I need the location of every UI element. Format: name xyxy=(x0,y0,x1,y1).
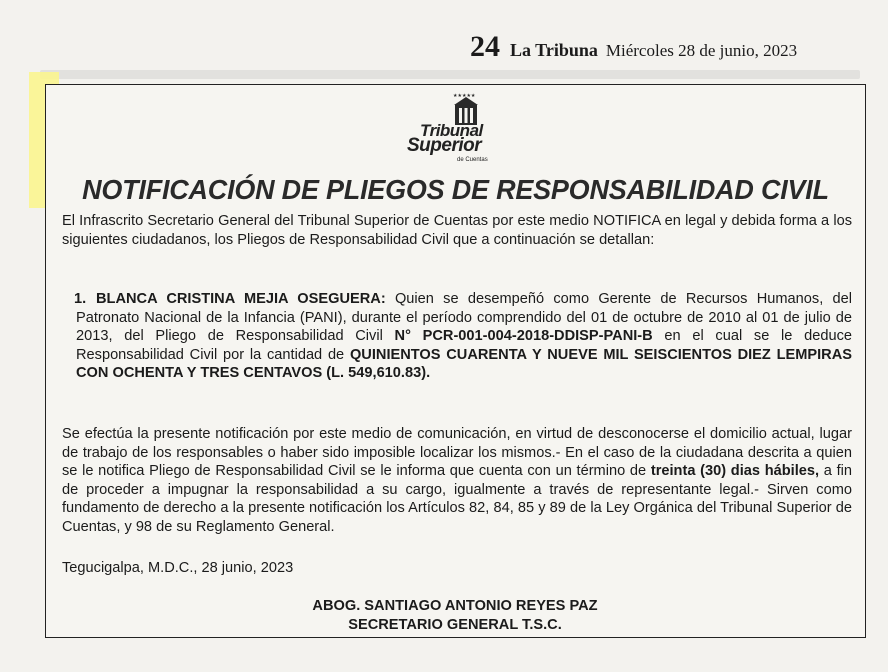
logo-text-line3: de Cuentas xyxy=(457,157,488,163)
pliego-number: N° PCR-001-004-2018-DDISP-PANI-B xyxy=(394,328,653,344)
newspaper-header xyxy=(470,30,870,64)
body-text-2: a fin de proceder a impugnar la responsabilidad a su cargo, igualmente a través de representante legal.- Sirven como fundamento de derecho a la presente notificación los Artículos 82, 84, 85 y 89 de la Ley Orgánica del Tribunal Superior de Cuentas, y 98 de su Reglamento General. xyxy=(62,463,853,535)
body-text-1: Se efectúa la presente notificación por este medio de comunicación, en virtud de desconocerse el domicilio actual, lugar de trabajo de los responsables o haber sido imposible localizar los mismos.- En el caso de la ciudadana descrita a quien se le notifica Pliego de Responsabilidad Civil se le informa que cuenta con un término de xyxy=(62,426,852,479)
amount: QUINIENTOS CUARENTA Y NUEVE MIL SEISCIENTOS DIEZ LEMPIRAS CON OCHENTA Y TRES CENTAVOS (L. 549,610.83). xyxy=(76,346,852,381)
place-date: Tegucigalpa, M.D.C., 28 junio, 2023 xyxy=(62,560,294,576)
intro-paragraph: El Infrascrito Secretario General del Tribunal Superior de Cuentas por este medio NOTIFICA en legal y debida forma a los siguientes ciudadanos, los Pliegos de Responsabilidad Civil que a continuación se detallan: xyxy=(62,213,852,248)
bleed-through xyxy=(40,70,860,79)
person-name: BLANCA CRISTINA MEJIA OSEGUERA: xyxy=(96,291,386,307)
item-text-2: en el cual se le deduce Responsabilidad Civil por la cantidad de xyxy=(76,328,852,363)
item-number: 1. xyxy=(74,291,87,307)
signer-title: SECRETARIO GENERAL T.S.C. xyxy=(348,617,562,633)
publication-date: Miércoles 28 de junio, 2023 xyxy=(605,41,798,60)
tsc-logo xyxy=(405,87,505,167)
page-number: 24 xyxy=(470,30,500,63)
svg-text:★★★★★: ★★★★★ xyxy=(453,93,476,99)
item-text-1: Quien se desempeñó como Gerente de Recursos Humanos, del Patronato Nacional de la Infancia (PANI), durante el período comprendido del 01 de octubre de 2010 al 01 de julio de 2013, del Pliego de Responsabilidad Civil xyxy=(76,291,852,344)
body-paragraph xyxy=(62,425,852,536)
newspaper-name: La Tribuna xyxy=(510,40,598,60)
signer-name: ABOG. SANTIAGO ANTONIO REYES PAZ xyxy=(312,598,598,614)
logo-text-line2: Superior xyxy=(407,135,482,156)
list-item xyxy=(76,290,852,383)
logo-text-line1: Tribunal xyxy=(420,121,483,140)
term-period: treinta (30) dias hábiles, xyxy=(650,463,820,479)
notice-title: NOTIFICACIÓN DE PLIEGOS DE RESPONSABILIDAD CIVIL xyxy=(82,174,829,205)
